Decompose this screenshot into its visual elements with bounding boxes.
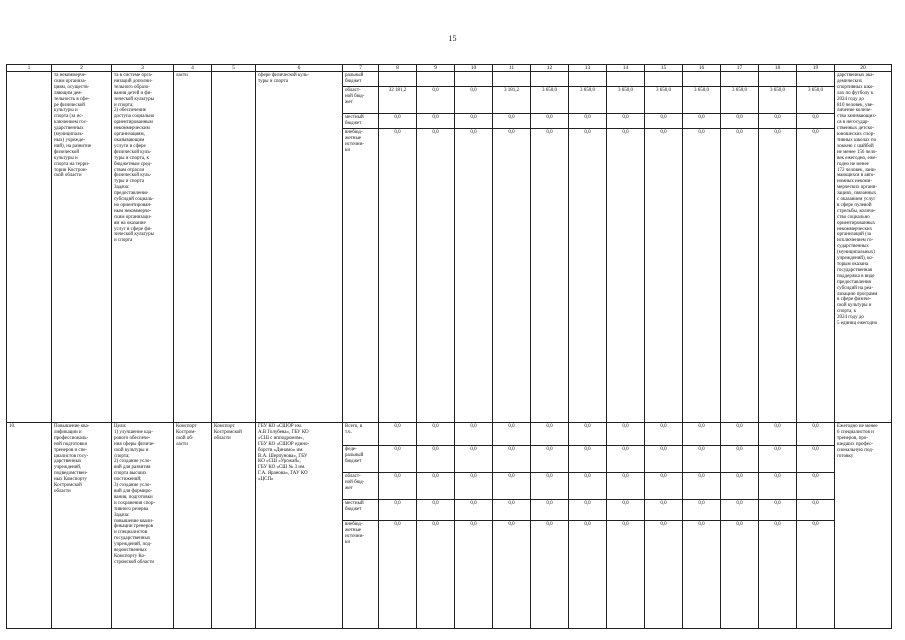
amount-cell: 0,0 (607, 114, 645, 129)
amount-cell: 0,0 (493, 521, 531, 629)
amount-cell: 0,0 (531, 500, 569, 521)
amount-cell: 0,0 (645, 423, 683, 446)
amount-cell: 0,0 (379, 500, 417, 521)
amount-cell: 0,0 (569, 521, 607, 629)
amount-cell: 0,0 (759, 473, 797, 500)
amount-cell: 0,0 (379, 423, 417, 446)
amount-cell: 0,0 (493, 129, 531, 423)
amount-cell: 0,0 (797, 446, 835, 473)
amount-cell: 0,0 (493, 423, 531, 446)
amount-cell: 0,0 (645, 521, 683, 629)
amount-cell (683, 72, 721, 87)
amount-cell: 0,0 (531, 423, 569, 446)
amount-cell: 0,0 (645, 473, 683, 500)
column-number: 7 (343, 65, 379, 72)
funding-source-label: Всего, в т.ч. (343, 423, 379, 446)
amount-cell: 0,0 (455, 423, 493, 446)
amount-cell: 0,0 (493, 500, 531, 521)
amount-cell: 3 650,0 (759, 87, 797, 114)
amount-cell (569, 72, 607, 87)
amount-cell (797, 72, 835, 87)
column-number: 9 (417, 65, 455, 72)
amount-cell: 0,0 (455, 500, 493, 521)
amount-cell: 0,0 (759, 521, 797, 629)
amount-cell: 0,0 (417, 423, 455, 446)
amount-cell: 0,0 (493, 446, 531, 473)
amount-cell: 0,0 (417, 446, 455, 473)
funding-source-label: внебюд- жетные источни- ки (343, 521, 379, 629)
funding-source-label: внебюд- жетные источни- ки (343, 129, 379, 423)
cell-col-5 (212, 72, 256, 423)
amount-cell: 0,0 (683, 129, 721, 423)
amount-cell: 0,0 (569, 473, 607, 500)
column-number: 10 (455, 65, 493, 72)
amount-cell (531, 72, 569, 87)
cell-col-20: Ежегодно не менее 6 специалистов и тренеров, про- шедших профес- сиональную под- готовку (835, 423, 892, 629)
amount-cell: 0,0 (531, 473, 569, 500)
amount-cell: 0,0 (721, 129, 759, 423)
amount-cell: 0,0 (379, 129, 417, 423)
amount-cell: 3 650,0 (797, 87, 835, 114)
amount-cell: 0,0 (569, 129, 607, 423)
amount-cell: 0,0 (721, 521, 759, 629)
amount-cell: 0,0 (607, 129, 645, 423)
column-number: 12 (531, 65, 569, 72)
amount-cell: 0,0 (683, 446, 721, 473)
amount-cell (455, 72, 493, 87)
column-number: 16 (683, 65, 721, 72)
funding-source-label: ральный бюджет (343, 72, 379, 87)
cell-col-6: сфере физической куль- туры и спорта (256, 72, 343, 423)
cell-col-1: 10. (7, 423, 52, 629)
amount-cell: 0,0 (607, 423, 645, 446)
amount-cell: 0,0 (455, 87, 493, 114)
funding-source-label: област- ной бюд- жет (343, 473, 379, 500)
amount-cell: 0,0 (379, 114, 417, 129)
amount-cell: 0,0 (759, 423, 797, 446)
amount-cell (493, 72, 531, 87)
column-number: 19 (797, 65, 835, 72)
amount-cell (645, 72, 683, 87)
amount-cell: 0,0 (721, 423, 759, 446)
amount-cell: 0,0 (379, 473, 417, 500)
column-number: 6 (256, 65, 343, 72)
funding-source-label: област- ной бюд- жет (343, 87, 379, 114)
amount-cell: 0,0 (721, 473, 759, 500)
amount-cell: 0,0 (645, 500, 683, 521)
cell-col-1 (7, 72, 52, 423)
amount-cell: 0,0 (417, 473, 455, 500)
amount-cell: 0,0 (569, 423, 607, 446)
amount-cell: 0,0 (797, 114, 835, 129)
amount-cell: 32 181,2 (379, 87, 417, 114)
cell-col-2: та некоммерче- ским организа- циям, осуществ- ляющим дея- тельность в сфе- ре физической культуры и спорта (за ис- ключением гос- ударственных (муниципаль- ных) учрежде- ний), на развитие физической культуры и спорта на терри- тории Кострон- ской области (52, 72, 112, 423)
table-row (7, 72, 892, 87)
amount-cell: 0,0 (531, 114, 569, 129)
amount-cell (759, 72, 797, 87)
amount-cell: 0,0 (645, 129, 683, 423)
column-number: 14 (607, 65, 645, 72)
amount-cell: 0,0 (493, 114, 531, 129)
amount-cell: 3 650,0 (531, 87, 569, 114)
amount-cell: 0,0 (683, 473, 721, 500)
column-number: 2 (52, 65, 112, 72)
column-number: 1 (7, 65, 52, 72)
amount-cell: 0,0 (455, 473, 493, 500)
amount-cell: 0,0 (797, 473, 835, 500)
amount-cell: 0,0 (455, 446, 493, 473)
amount-cell: 0,0 (531, 446, 569, 473)
column-number: 11 (493, 65, 531, 72)
column-number: 5 (212, 65, 256, 72)
cell-col-3: та в системе орга- низаций дополни- тельного образо- вания детей и фи- зической культуры и спорта; 2) обеспечение доступа социально ориентированным некоммерческим организациям, оказывающим услуги в сфере физической куль- туры и спорта, к бюджетным сред- ствам отрасли физической куль- туры и спорта Задача: предоставление субсидий социаль- но ориентирован- ным некоммерче- ским организаци- ям на оказание услуг в сфере фи- зической культуры и спорта (112, 72, 174, 423)
amount-cell: 0,0 (607, 473, 645, 500)
amount-cell (607, 72, 645, 87)
amount-cell: 0,0 (417, 129, 455, 423)
amount-cell (379, 72, 417, 87)
funding-source-label: местный бюджет (343, 500, 379, 521)
amount-cell: 3 650,0 (721, 87, 759, 114)
amount-cell: 0,0 (683, 500, 721, 521)
amount-cell: 0,0 (759, 500, 797, 521)
amount-cell: 0,0 (759, 129, 797, 423)
amount-cell: 0,0 (379, 446, 417, 473)
amount-cell: 0,0 (759, 114, 797, 129)
amount-cell: 0,0 (455, 521, 493, 629)
amount-cell: 0,0 (797, 500, 835, 521)
amount-cell: 3 650,0 (645, 87, 683, 114)
column-number: 4 (174, 65, 212, 72)
column-number: 13 (569, 65, 607, 72)
column-number-row (7, 65, 892, 72)
cell-col-2: Повышение ква- лификации и профессиональ- ной подготовки тренеров и спе- циалистов госу- дарственных учреждений, подведомствен- ных Комспорту Костромской области (52, 423, 112, 629)
column-number: 20 (835, 65, 892, 72)
amount-cell: 0,0 (607, 446, 645, 473)
cell-col-6: ГБУ КО «СШОР им. А.В Голубева», ГБУ КО «СШ с ипподромом», ГБУ КО «СШОР едино- борств «Динамо» им. В.А. Шерпунова», ГБУ КО «СШ «Урожай», ГБУ КО «СШ № 3 им. Г.А. Яранова», ГАУ КО «ЦСП» (256, 423, 343, 629)
amount-cell: 0,0 (607, 500, 645, 521)
amount-cell: 0,0 (797, 129, 835, 423)
amount-cell: 0,0 (569, 500, 607, 521)
amount-cell: 0,0 (683, 114, 721, 129)
amount-cell: 0,0 (531, 129, 569, 423)
amount-cell: 0,0 (645, 114, 683, 129)
program-table (6, 64, 892, 629)
amount-cell: 0,0 (607, 521, 645, 629)
amount-cell: 3 650,0 (683, 87, 721, 114)
funding-source-label: местный бюджет (343, 114, 379, 129)
cell-col-4: Комспорт Костром- ской об- ласти (174, 423, 212, 629)
column-number: 3 (112, 65, 174, 72)
amount-cell: 0,0 (721, 500, 759, 521)
amount-cell: 0,0 (379, 521, 417, 629)
amount-cell (721, 72, 759, 87)
cell-col-4: ласти (174, 72, 212, 423)
amount-cell: 0,0 (569, 114, 607, 129)
cell-col-3: Цели: 1) улучшение кад- рового обеспече- ния сферы физиче- ской культуры и спорта; 2) создание усло- вий для развития спорта высших постижений; 3) создание усло- вий для формиро- вания, подготовки и сохранения спор- тивного резерва Задача: повышение квали- фикации тренеров и специалистов государственных учреждений, под- ведомственных Комспорту Ко- стромской области (112, 423, 174, 629)
amount-cell: 0,0 (417, 521, 455, 629)
funding-source-label: феде- ральный бюджет (343, 446, 379, 473)
column-number: 18 (759, 65, 797, 72)
amount-cell: 0,0 (683, 423, 721, 446)
amount-cell: 0,0 (531, 521, 569, 629)
amount-cell: 0,0 (645, 446, 683, 473)
amount-cell: 0,0 (417, 500, 455, 521)
cell-col-5: Комспорт Костромской области (212, 423, 256, 629)
amount-cell: 0,0 (797, 521, 835, 629)
amount-cell: 0,0 (417, 114, 455, 129)
amount-cell (417, 72, 455, 87)
amount-cell: 3 181,2 (493, 87, 531, 114)
column-number: 17 (721, 65, 759, 72)
cell-col-20: дарственных ака- демических спортивных шко- лах по футболу к 2024 году до 810 человек, уве- личение количе- ства занимающих- ся в негосудар- ственных детско- юношеских спор- тивных школах по хоккею с шайбой не менее 156 чело- век ежегодно, еже- годно не менее 172 человек, зани- мающихся в авто- номных некоми- мерческих органи- зациях, связанных с оказанием услуг в сфере пулевой стрельбы, количе- ство социально ориентированных некоммерческих организаций (за исключением го- сударственных (муниципальных) учреждений), ко- торым оказана государственная поддержка в виде предоставления субсидий на реа- лизацию программ в сфере физиче- ской культуры и спорта, к 2024 году до 5 единиц ежегодно (835, 72, 892, 423)
column-number: 8 (379, 65, 417, 72)
amount-cell: 0,0 (493, 473, 531, 500)
column-number: 15 (645, 65, 683, 72)
amount-cell: 3 650,0 (569, 87, 607, 114)
amount-cell: 0,0 (721, 446, 759, 473)
amount-cell: 0,0 (683, 521, 721, 629)
amount-cell: 0,0 (417, 87, 455, 114)
amount-cell: 0,0 (455, 129, 493, 423)
table-row (7, 423, 892, 446)
amount-cell: 3 650,0 (607, 87, 645, 114)
amount-cell: 0,0 (569, 446, 607, 473)
amount-cell: 0,0 (721, 114, 759, 129)
page-number: 15 (448, 34, 457, 43)
amount-cell: 0,0 (759, 446, 797, 473)
amount-cell: 0,0 (455, 114, 493, 129)
amount-cell: 0,0 (797, 423, 835, 446)
